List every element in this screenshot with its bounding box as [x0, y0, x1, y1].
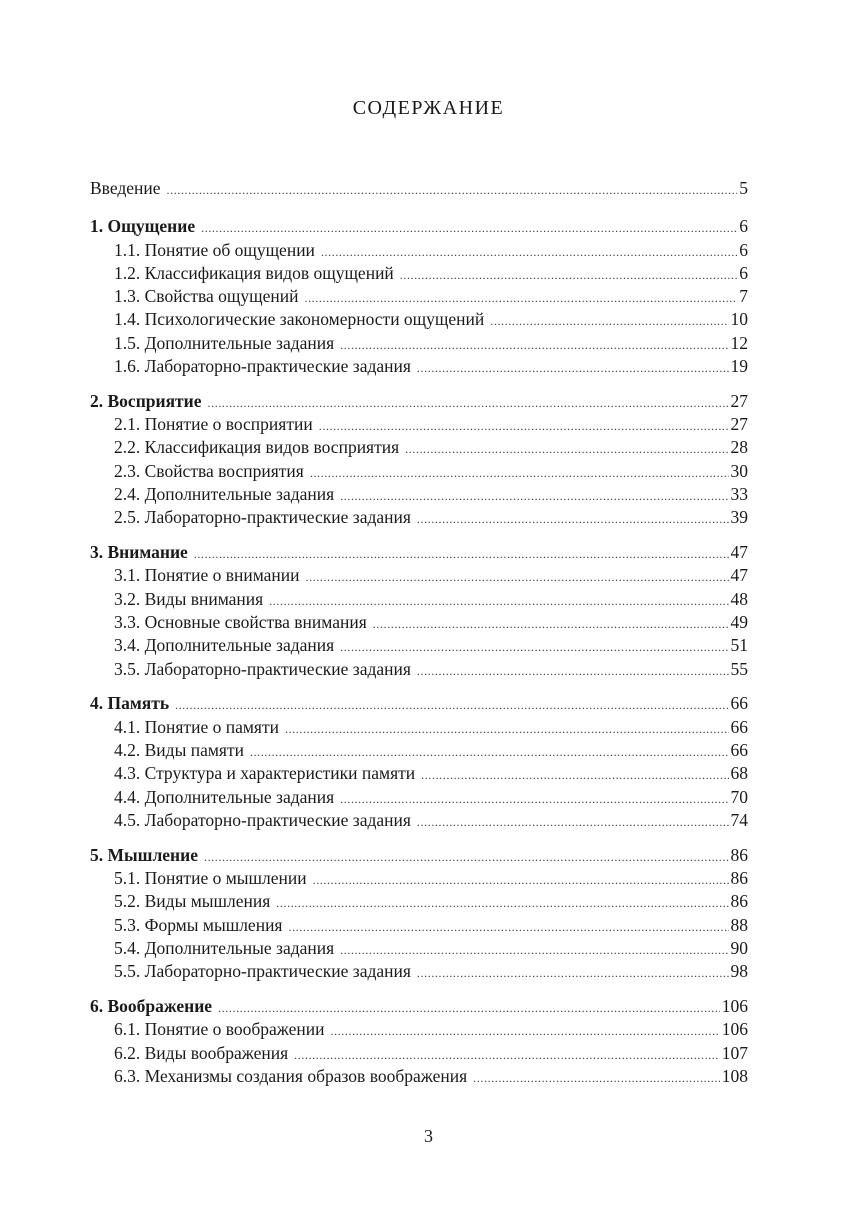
dot-leader [321, 241, 737, 264]
toc-section-entry [90, 960, 748, 983]
toc-entry-page: 88 [730, 914, 748, 935]
toc-entry-label: 6.2. Виды воображения [114, 1042, 289, 1063]
toc-section-entry [90, 634, 748, 657]
toc-section-entry [90, 867, 748, 890]
toc-entry-page: 98 [730, 961, 748, 982]
toc-entry-page: 6 [739, 239, 748, 260]
toc-section-entry [90, 1065, 748, 1088]
toc-entry-label: 3.4. Дополнительные задания [114, 635, 335, 656]
toc-entry-page: 66 [730, 740, 748, 761]
toc-chapter [90, 215, 748, 378]
toc-entry-page: 107 [721, 1042, 748, 1063]
toc-section-entry [90, 1042, 748, 1065]
toc-entry-label: 4.2. Виды памяти [114, 740, 244, 761]
toc-entry-page: 86 [730, 868, 748, 889]
toc-entry-page: 48 [730, 588, 748, 609]
toc-entry-page: 39 [730, 507, 748, 528]
toc-entry-page: 106 [721, 996, 748, 1016]
toc-entry-page: 33 [730, 484, 748, 505]
dot-leader [417, 962, 729, 985]
toc-section-entry [90, 716, 748, 739]
toc-chapter-heading [90, 541, 748, 564]
toc-section-entry [90, 564, 748, 587]
dot-leader [490, 310, 728, 333]
dot-leader [250, 741, 729, 764]
toc-section-entry [90, 460, 748, 483]
dot-leader [208, 392, 729, 415]
dot-leader [340, 334, 728, 357]
toc-entry-label: 3.5. Лабораторно-практические задания [114, 658, 411, 679]
toc-entry-label: 1.1. Понятие об ощущении [114, 239, 315, 260]
page-title: СОДЕРЖАНИЕ [352, 97, 505, 119]
toc-chapter-heading [90, 844, 748, 867]
toc-entry-label: 1.3. Свойства ощущений [114, 286, 299, 307]
dot-leader [294, 1044, 720, 1067]
toc-entry-label: 5.2. Виды мышления [114, 891, 271, 912]
toc-entry-page: 30 [730, 460, 748, 481]
toc-chapter-heading [90, 390, 748, 413]
toc-entry-page: 12 [730, 332, 748, 353]
toc-entry-page: 66 [730, 716, 748, 737]
page-number: 3 [424, 1126, 433, 1146]
toc-chapter [90, 995, 748, 1088]
toc-entry-page: 108 [721, 1065, 748, 1086]
toc-entry-page: 86 [730, 891, 748, 912]
toc-entry-label: 4.3. Структура и характеристики памяти [114, 763, 416, 784]
toc-section-entry [90, 611, 748, 634]
toc-entry-page: 27 [730, 390, 748, 411]
dot-leader [218, 997, 720, 1020]
toc-section-entry [90, 239, 748, 262]
toc-entry-label: 4.5. Лабораторно-практические задания [114, 809, 411, 830]
toc-section-entry [90, 1018, 748, 1041]
toc-entry-label: 2.3. Свойства восприятия [114, 460, 304, 481]
toc-section-entry [90, 786, 748, 809]
dot-leader [319, 415, 729, 438]
dot-leader [276, 892, 728, 915]
toc-entry-label: 4. Память [90, 693, 170, 714]
toc-section-entry [90, 285, 748, 308]
dot-leader [400, 264, 737, 287]
toc-entry-page: 90 [730, 937, 748, 958]
dot-leader [167, 179, 738, 202]
toc-section-entry [90, 355, 748, 378]
toc-entry-label: 2.4. Дополнительные задания [114, 484, 335, 505]
toc-entry-page: 68 [730, 763, 748, 784]
toc-entry-label: 2.5. Лабораторно-практические задания [114, 507, 411, 528]
dot-leader [269, 590, 728, 613]
toc-entry-label: 6. Воображение [90, 996, 213, 1016]
dot-leader [313, 869, 729, 892]
dot-leader [201, 217, 737, 240]
toc-section-entry [90, 914, 748, 937]
toc-section-entry [90, 308, 748, 331]
dot-leader [304, 287, 737, 310]
toc-entry-page: 49 [730, 612, 748, 633]
dot-leader [340, 788, 728, 811]
dot-leader [417, 357, 729, 380]
dot-leader [306, 566, 729, 589]
dot-leader [340, 485, 728, 508]
dot-leader [340, 939, 728, 962]
toc-entry-label: 3.3. Основные свойства внимания [114, 612, 367, 633]
toc-entry-label: 5.1. Понятие о мышлении [114, 868, 307, 889]
toc-section-entry [90, 588, 748, 611]
toc-entry-page: 70 [730, 786, 748, 807]
toc-entry-label: 2.2. Классификация видов восприятия [114, 437, 400, 458]
toc-entry-label: 1.5. Дополнительные задания [114, 332, 335, 353]
toc-section-entry [90, 483, 748, 506]
toc-chapter [90, 844, 748, 984]
toc-entry-label: 3.1. Понятие о внимании [114, 565, 300, 586]
toc-entry-page: 7 [739, 286, 748, 307]
toc-section-entry [90, 658, 748, 681]
dot-leader [288, 916, 728, 939]
toc-entry-page: 55 [730, 658, 748, 679]
toc-section-entry [90, 332, 748, 355]
toc-section-entry [90, 809, 748, 832]
toc-chapter-heading [90, 692, 748, 715]
toc-entry-label: 6.3. Механизмы создания образов воображения [114, 1065, 468, 1086]
dot-leader [421, 764, 728, 787]
toc-entry-label: Введение [90, 178, 161, 198]
toc-entry-label: 2. Восприятие [90, 390, 202, 411]
dot-leader [473, 1067, 720, 1090]
toc-entry-page: 74 [730, 809, 748, 830]
toc-entry-page: 6 [739, 262, 748, 283]
dot-leader [405, 438, 728, 461]
toc-entry-page: 47 [730, 565, 748, 586]
dot-leader [285, 718, 729, 741]
toc-chapter [90, 692, 748, 832]
toc-entry-page: 6 [739, 216, 748, 237]
dot-leader [373, 613, 729, 636]
toc-entry-label: 3.2. Виды внимания [114, 588, 264, 609]
toc-entry-label: 6.1. Понятие о воображении [114, 1019, 325, 1040]
toc-entry-label: 1.4. Психологические закономерности ощущений [114, 309, 485, 330]
toc-entry-label: 2.1. Понятие о восприятии [114, 414, 313, 435]
toc-chapters [90, 215, 748, 1088]
toc-entry-page: 86 [730, 844, 748, 865]
toc-section-entry [90, 762, 748, 785]
toc-chapter-heading [90, 215, 748, 238]
toc-entry-page: 19 [730, 356, 748, 377]
dot-leader [340, 636, 728, 659]
dot-leader [417, 660, 729, 683]
dot-leader [310, 462, 729, 485]
toc-section-entry [90, 436, 748, 459]
toc-entry-label: 3. Внимание [90, 542, 188, 563]
dot-leader [417, 811, 729, 834]
toc-entry-page: 66 [730, 693, 748, 714]
toc-entry-page: 28 [730, 437, 748, 458]
toc-entry-label: 5.3. Формы мышления [114, 914, 283, 935]
toc-section-entry [90, 890, 748, 913]
toc-entry-page: 10 [730, 309, 748, 330]
toc-entry-page: 27 [730, 414, 748, 435]
dot-leader [417, 508, 729, 531]
toc-chapter-heading [90, 995, 748, 1018]
toc-chapter [90, 390, 748, 530]
toc-entry-label: 4.4. Дополнительные задания [114, 786, 335, 807]
toc-entry-label: 5.4. Дополнительные задания [114, 937, 335, 958]
toc-entry-page: 47 [730, 542, 748, 563]
toc-entry-label: 1.6. Лабораторно-практические задания [114, 356, 411, 377]
toc-entry-page: 5 [739, 178, 748, 198]
toc-entry-label: 1. Ощущение [90, 216, 196, 237]
toc-section-entry [90, 262, 748, 285]
dot-leader [204, 846, 729, 869]
table-of-contents [90, 177, 748, 1088]
dot-leader [331, 1020, 720, 1043]
dot-leader [194, 543, 729, 566]
toc-entry-label: 5.5. Лабораторно-практические задания [114, 961, 411, 982]
toc-section-entry [90, 506, 748, 529]
toc-entry-label: 5. Мышление [90, 844, 198, 865]
toc-entry-label: 4.1. Понятие о памяти [114, 716, 279, 737]
toc-section-entry [90, 413, 748, 436]
dot-leader [175, 694, 728, 717]
toc-entry-page: 106 [721, 1019, 748, 1040]
toc-entry-label: 1.2. Классификация видов ощущений [114, 262, 394, 283]
toc-section-entry [90, 937, 748, 960]
toc-entry-page: 51 [730, 635, 748, 656]
toc-intro-entry [90, 177, 748, 200]
toc-section-entry [90, 739, 748, 762]
toc-chapter [90, 541, 748, 681]
